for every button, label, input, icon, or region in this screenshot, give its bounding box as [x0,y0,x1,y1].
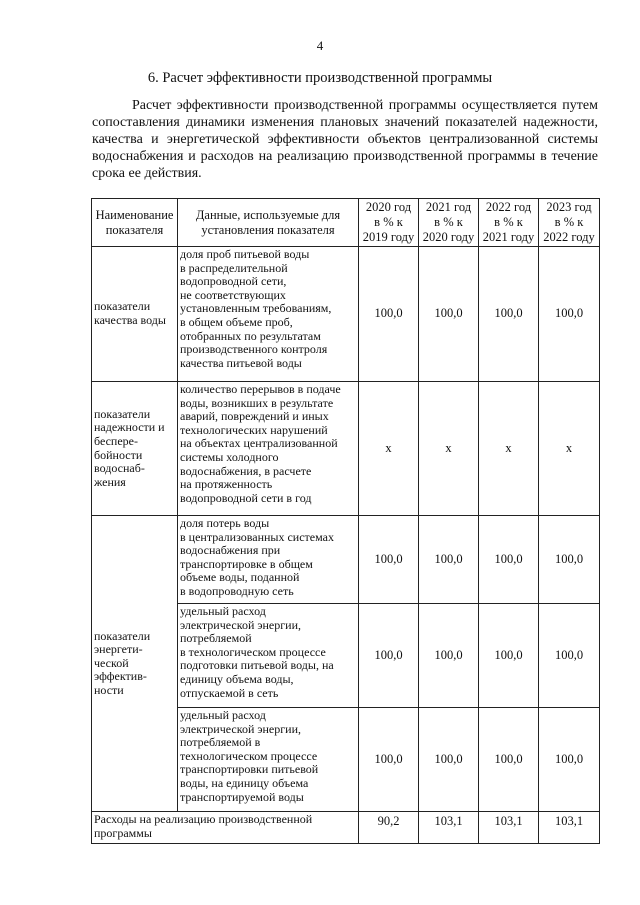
energy-1-2021: 100,0 [419,516,479,604]
energy-3-2023: 100,0 [539,708,600,812]
energy-3-2021: 100,0 [419,708,479,812]
header-2023: 2023 год в % к 2022 году [539,199,600,247]
energy-1-2023: 100,0 [539,516,600,604]
header-data-used: Данные, используемые для установления показателя [178,199,359,247]
expenses-2020: 90,2 [359,812,419,844]
table-row-quality [92,247,600,382]
quality-2022: 100,0 [479,247,539,382]
quality-2021: 100,0 [419,247,479,382]
section-heading: 6. Расчет эффективности производственной программы [147,70,493,86]
quality-desc: доля проб питьевой воды в распределительной водопроводной сети, не соответствующих установленным требованиям, в общем объеме проб, отобранных по результатам производственного контроля качества питьевой воды [178,247,359,382]
expenses-2022: 103,1 [479,812,539,844]
quality-2023: 100,0 [539,247,600,382]
expenses-2023: 103,1 [539,812,600,844]
intro-paragraph: Расчет эффективности производственной программы осуществляется путем сопоставления динамики изменения плановых значений показателей надежности, качества и энергетической эффективности объектов централизованной системы водоснабжения и расходов на реализацию производственной программы в течение срока ее действия. [92,98,598,181]
energy-1-2020: 100,0 [359,516,419,604]
page-number: 4 [316,38,324,53]
energy-1-desc: доля потерь воды в централизованных системах водоснабжения при транспортировке в общем объеме воды, поданной в водопроводную сеть [178,516,359,604]
reliability-2023: х [539,382,600,516]
efficiency-table [91,198,600,844]
energy-2-2022: 100,0 [479,604,539,708]
energy-2-2020: 100,0 [359,604,419,708]
table-row-expenses [92,812,600,844]
header-2020: 2020 год в % к 2019 году [359,199,419,247]
table-row-reliability [92,382,600,516]
energy-1-2022: 100,0 [479,516,539,604]
quality-2020: 100,0 [359,247,419,382]
expenses-2021: 103,1 [419,812,479,844]
energy-2-2021: 100,0 [419,604,479,708]
header-indicator-name: Наименование показателя [92,199,178,247]
energy-2-2023: 100,0 [539,604,600,708]
reliability-2020: х [359,382,419,516]
quality-name: показатели качества воды [92,247,178,382]
energy-3-desc: удельный расход электрической энергии, потребляемой в технологическом процессе транспортировки питьевой воды, на единицу объема транспортируемой воды [178,708,359,812]
reliability-2021: х [419,382,479,516]
table-header-row [92,199,600,247]
table-row-energy-1 [92,516,600,604]
header-2021: 2021 год в % к 2020 году [419,199,479,247]
reliability-2022: х [479,382,539,516]
energy-2-desc: удельный расход электрической энергии, потребляемой в технологическом процессе подготовки питьевой воды, на единицу объема воды, отпускаемой в сеть [178,604,359,708]
energy-3-2020: 100,0 [359,708,419,812]
reliability-name: показатели надежности и беспере- бойности водоснаб- жения [92,382,178,516]
energy-3-2022: 100,0 [479,708,539,812]
energy-name: показатели энергети- ческой эффектив- ности [92,516,178,812]
header-2022: 2022 год в % к 2021 году [479,199,539,247]
expenses-name: Расходы на реализацию производственной программы [92,812,359,844]
reliability-desc: количество перерывов в подаче воды, возникших в результате аварий, повреждений и иных технологических нарушений на объектах централизованной системы холодного водоснабжения, в расчете на протяженность водопроводной сети в год [178,382,359,516]
